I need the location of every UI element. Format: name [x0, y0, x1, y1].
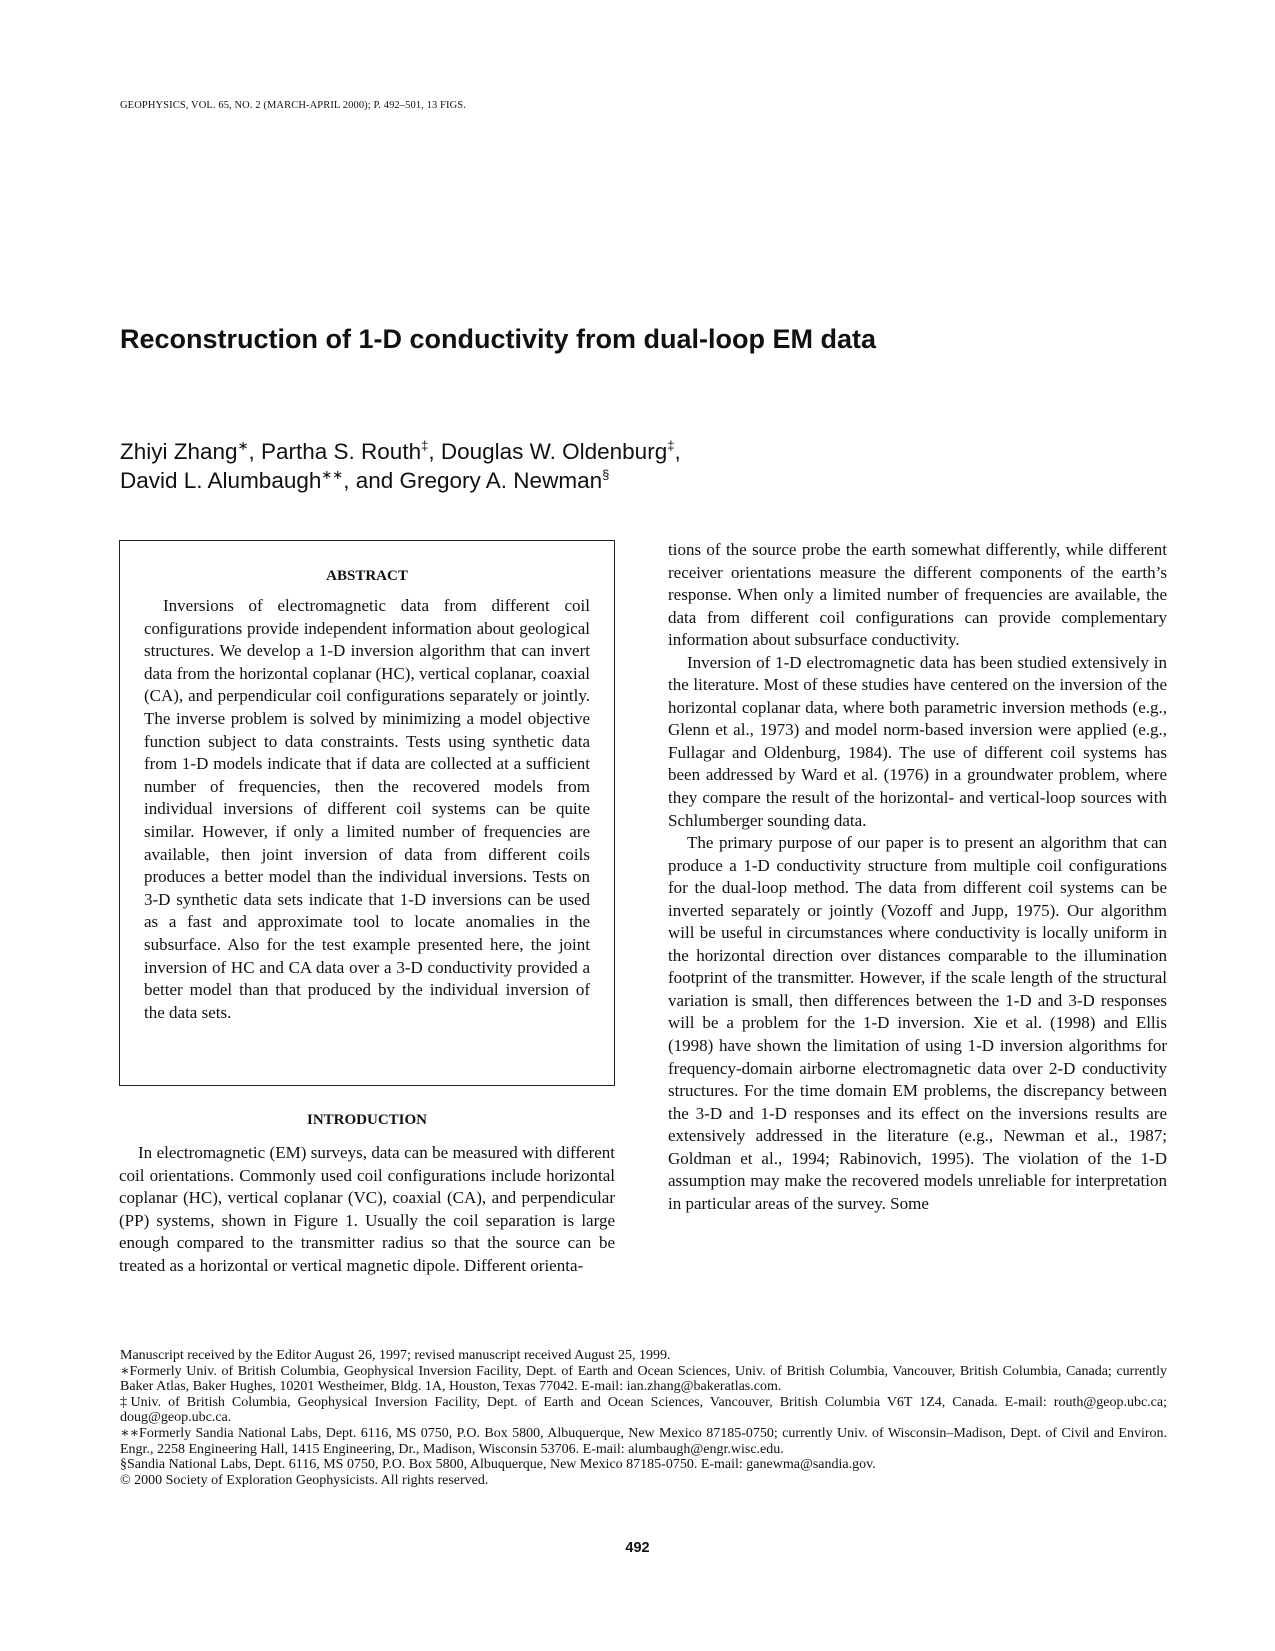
copyright-notice: © 2000 Society of Exploration Geophysicists. All rights reserved. — [120, 1472, 489, 1488]
author-name: David L. Alumbaugh — [120, 468, 322, 493]
footnotes — [120, 1348, 1167, 1488]
manuscript-received-note: Manuscript received by the Editor August 26, 1997; revised manuscript received August 25, 1999. — [120, 1348, 671, 1363]
author-affiliation-mark: ∗ — [237, 438, 249, 453]
affiliation-footnote: §Sandia National Labs, Dept. 6116, MS 0750, P.O. Box 5800, Albuquerque, New Mexico 87185-0750. E-mail: ganewma@sandia.gov. — [120, 1457, 876, 1473]
author-conjunction: and — [355, 468, 394, 493]
page-number: 492 — [625, 1540, 650, 1556]
author-name: Partha S. Routh — [260, 439, 422, 464]
abstract-heading: ABSTRACT — [326, 568, 408, 584]
introduction-heading: INTRODUCTION — [306, 1112, 427, 1128]
introduction-paragraph: In electromagnetic (EM) surveys, data can be measured with different coil orientations. Commonly used coil configurations include horizontal coplanar (HC), vertical coplanar (VC), coaxial (CA), and perpendicular (PP) systems, shown in Figure 1. Usually the coil separation is large enough compared to the transmitter radius so that the source can be treated as a horizontal or vertical magnetic dipole. Different orienta- — [119, 1143, 615, 1275]
abstract-box — [119, 540, 615, 1086]
body-paragraph: The primary purpose of our paper is to present an algorithm that can produce a 1-D conductivity structure from multiple coil configurations for the dual-loop method. The data from different coil systems can be inverted separately or jointly (Vozoff and Jupp, 1975). Our algorithm will be useful in circumstances where conductivity is locally uniform in the horizontal direction over distances comparable to the illumination footprint of the transmitter. However, if the scale length of the structural variation is small, then differences between the 1-D and 3-D responses will be a problem for the 1-D inversion. Xie et al. (1998) and Ellis (1998) have shown the limitation of using 1-D inversion algorithms for frequency-domain airborne electromagnetic data over 2-D conductivity structures. For the time domain EM problems, the discrepancy between the 3-D and 1-D responses and its effect on the inversions results are extensively addressed in the literature (e.g., Newman et al., 1987; Goldman et al., 1994; Rabinovich, 1995). The violation of the 1-D assumption may make the recovered models unreliable for interpretation in particular areas of the survey. Some — [668, 833, 1167, 1213]
author-affiliation-mark: ∗∗ — [321, 467, 344, 482]
author-list: Zhiyi Zhang∗, Partha S. Routh‡, Douglas W. Oldenburg‡, David L. Alumbaugh∗∗, and Gregory A. Newman§ — [120, 438, 681, 493]
affiliation-footnote: ∗Formerly Univ. of British Columbia, Geophysical Inversion Facility, Dept. of Earth and Ocean Sciences, Univ. of British Columbia, Vancouver, British Columbia, Canada; currently Baker Atlas, Baker Hughes, 10201 Westheimer, Bldg. 1A, Houston, Texas 77042. E-mail: ian.zhang@bakeratlas.com. — [120, 1363, 1167, 1395]
author-name: Douglas W. Oldenburg — [440, 439, 668, 464]
author-affiliation-mark: ‡ — [667, 438, 675, 453]
author-name: Zhiyi Zhang — [120, 439, 238, 464]
abstract-text: Inversions of electromagnetic data from different coil configurations provide independent information about geological structures. We develop a 1-D inversion algorithm that can invert data from the horizontal coplanar (HC), vertical coplanar, coaxial (CA), and perpendicular coil configurations separately or jointly. The inverse problem is solved by minimizing a model objective function subject to data constraints. Tests using synthetic data from 1-D models indicate that if data are collected at a sufficient number of frequencies, then the recovered models from individual inversions of different coil systems can be quite similar. However, if only a limited number of frequencies are available, then joint inversion of data from different coils produces a better model than the individual inversions. Tests on 3-D synthetic data sets indicate that 1-D inversions can be used as a fast and approximate tool to locate anomalies in the subsurface. Also for the test example presented here, the joint inversion of HC and CA data over a 3-D conductivity provided a better model than that produced by the individual inversion of the data sets. — [144, 596, 590, 1022]
affiliation-footnote: ∗∗Formerly Sandia National Labs, Dept. 6116, MS 0750, P.O. Box 5800, Albuquerque, New Mexico 87185-0750; currently Univ. of Wisconsin–Madison, Dept. of Civil and Environ. Engr., 2258 Engineering Hall, 1415 Engineering, Dr., Madison, Wisconsin 53706. E-mail: alumbaugh@engr.wisc.edu. — [120, 1425, 1167, 1457]
author-name: Gregory A. Newman — [399, 468, 603, 493]
author-affiliation-mark: § — [602, 467, 610, 482]
paper-title: Reconstruction of 1-D conductivity from dual-loop EM data — [120, 324, 877, 354]
author-affiliation-mark: ‡ — [421, 438, 429, 453]
running-head: GEOPHYSICS, VOL. 65, NO. 2 (MARCH-APRIL 2000); P. 492–501, 13 FIGS. — [120, 100, 466, 111]
right-column — [668, 539, 1167, 1215]
body-paragraph: Inversion of 1-D electromagnetic data has been studied extensively in the literature. Most of these studies have centered on the inversion of the horizontal coplanar data, where both parametric inversion methods (e.g., Glenn et al., 1973) and model norm-based inversion were applied (e.g., Fullagar and Oldenburg, 1984). The use of different coil systems has been addressed by Ward et al. (1976) in a groundwater problem, where they compare the result of the horizontal- and vertical-loop sources with Schlumberger sounding data. — [668, 652, 1167, 830]
body-paragraph: tions of the source probe the earth somewhat differently, while different receiver orientations measure the different components of the earth’s response. When only a limited number of frequencies are available, the data from different coil configurations can provide complementary information about subsurface conductivity. — [668, 540, 1167, 650]
affiliation-footnote: ‡Univ. of British Columbia, Geophysical Inversion Facility, Dept. of Earth and Ocean Sciences, Vancouver, British Columbia V6T 1Z4, Canada. E-mail: routh@geop.ubc.ca; doug@geop.ubc.ca. — [120, 1394, 1167, 1426]
